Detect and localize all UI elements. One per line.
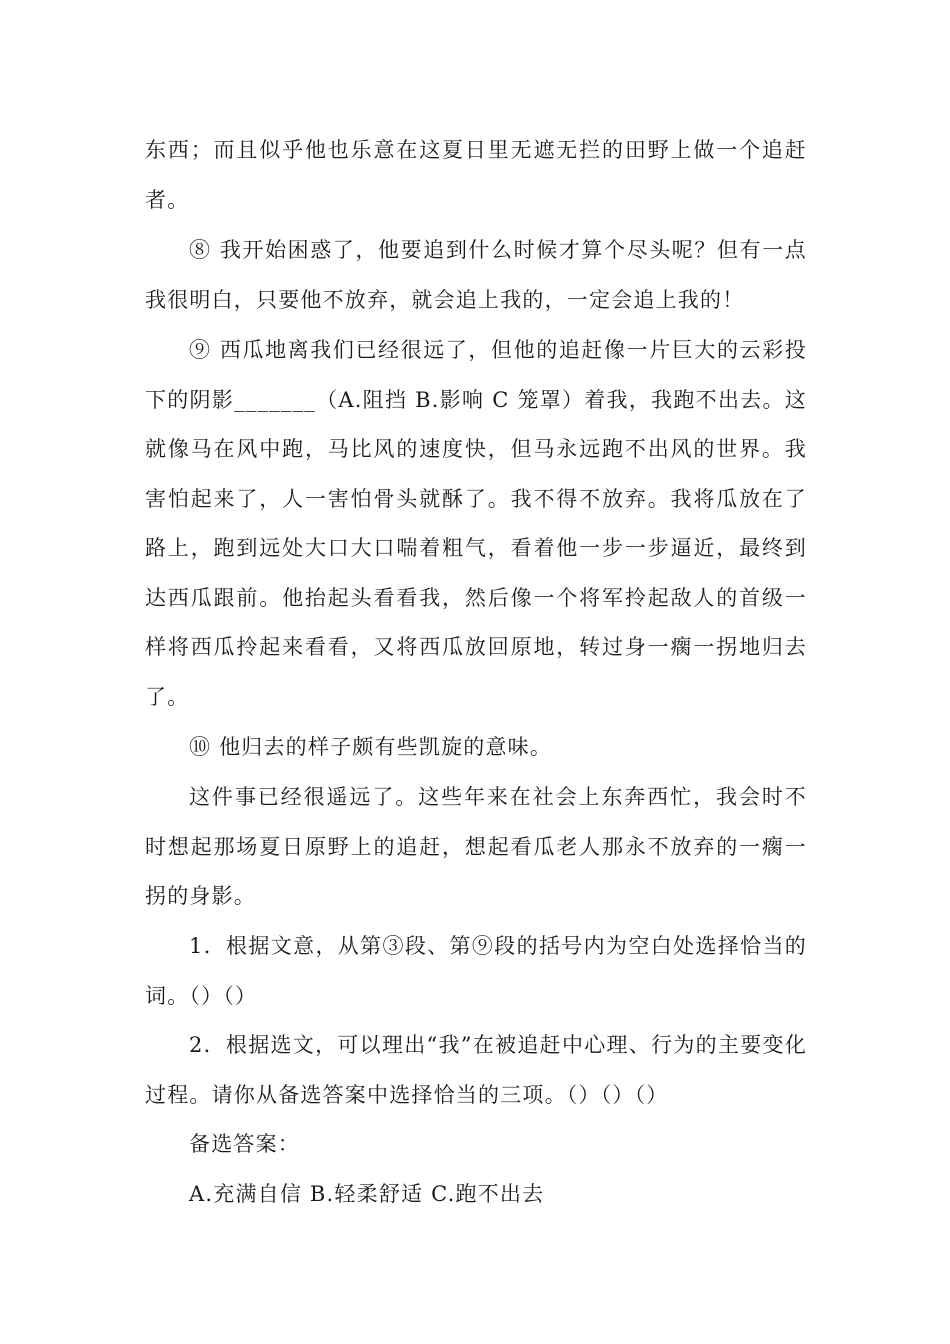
options-label — [145, 1120, 807, 1170]
paragraph-7-tail — [145, 126, 807, 225]
paragraph-text: ⑨ 西瓜地离我们已经很远了，但他的追赶像一片巨大的云彩投下的阴影_______（A.阻挡 B.影响 C 笼罩）着我，我跑不出去。这就像马在风中跑，马比风的速度快，但马永远跑不出风的世界。我害怕起来了，人一害怕骨头就酥了。我不得不放弃。我将瓜放在了路上，跑到远处大口大口喘着粗气，看着他一步一步逼近，最终到达西瓜跟前。他抬起头看看我，然后像一个将军拎起敌人的首级一样将西瓜拎起来看看，又将西瓜放回原地，转过身一瘸一拐地归去了。 — [145, 338, 807, 709]
paragraph-11 — [145, 773, 807, 922]
paragraph-8 — [145, 226, 807, 325]
paragraph-10 — [145, 723, 807, 773]
question-text: 2．根据选文，可以理出“我”在被追赶中心理、行为的主要变化过程。请你从备选答案中选择恰当的三项。（）（）（） — [145, 1033, 807, 1107]
question-2 — [145, 1021, 807, 1120]
options-label-text: 备选答案： — [189, 1132, 300, 1156]
paragraph-text: 这件事已经很遥远了。这些年来在社会上东奔西忙，我会时不时想起那场夏日原野上的追赶，想起看瓜老人那永不放弃的一瘸一拐的身影。 — [145, 785, 807, 908]
question-text: 1．根据文意，从第③段、第⑨段的括号内为空白处选择恰当的词。（）（） — [145, 934, 807, 1008]
options-line — [145, 1170, 807, 1220]
paragraph-text: ⑧ 我开始困惑了，他要追到什么时候才算个尽头呢？但有一点我很明白，只要他不放弃，就会追上我的，一定会追上我的！ — [145, 238, 807, 312]
paragraph-9 — [145, 326, 807, 722]
paragraph-text: ⑩ 他归去的样子颇有些凯旋的意味。 — [189, 735, 553, 759]
paragraph-text: 东西；而且似乎他也乐意在这夏日里无遮无拦的田野上做一个追赶者。 — [145, 138, 807, 212]
question-1 — [145, 922, 807, 1021]
options-line-text: A.充满自信 B.轻柔舒适 C.跑不出去 — [189, 1182, 545, 1206]
